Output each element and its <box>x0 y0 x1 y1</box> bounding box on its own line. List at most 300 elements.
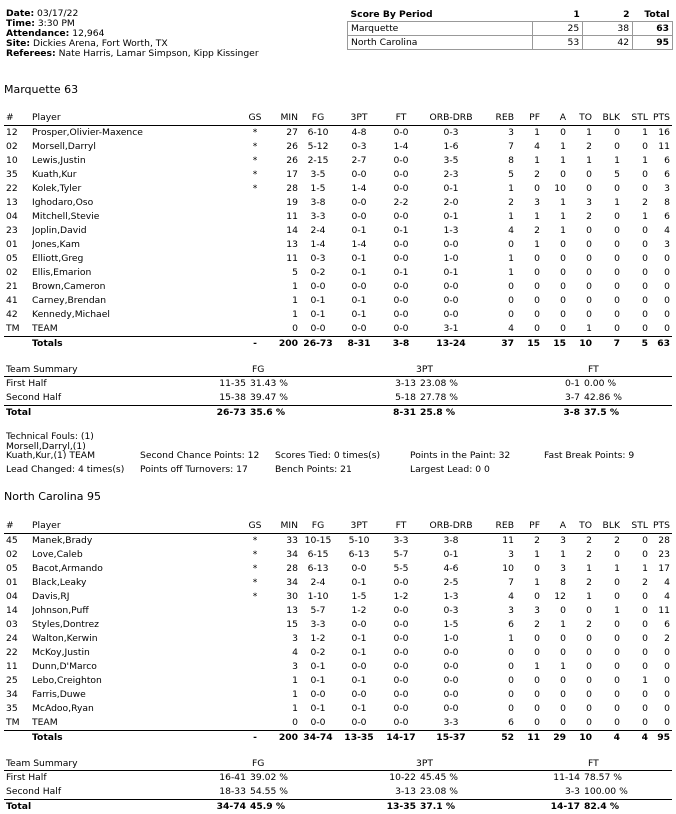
player-row <box>4 196 672 210</box>
cell-reb: 10 <box>502 563 514 574</box>
cell-stl: 2 <box>642 577 648 588</box>
cell-player: Lebo,Creighton <box>32 675 102 686</box>
cell-ft: 0-0 <box>393 661 409 672</box>
cell-a: 1 <box>560 225 566 236</box>
cell-blk: 5 <box>614 169 620 180</box>
cell-orb-drb: 1-0 <box>443 253 459 264</box>
summary-ft-pct: 78.57 % <box>584 772 622 783</box>
cell-fg: 0-1 <box>310 309 326 320</box>
cell-a: 0 <box>560 239 566 250</box>
summary-ft: 3-7 <box>564 392 580 403</box>
column-header: FG <box>298 519 338 534</box>
cell-reb: 1 <box>508 183 514 194</box>
cell-ft: 1-4 <box>393 141 409 152</box>
cell-num: 02 <box>6 267 18 278</box>
cell-gs: - <box>242 731 268 746</box>
totals-row <box>4 337 672 352</box>
summary-header-label: FG <box>252 364 265 375</box>
cell-blk: 0 <box>614 323 620 334</box>
player-row <box>4 322 672 337</box>
cell-reb: 0 <box>508 661 514 672</box>
cell-fg: 0-1 <box>310 661 326 672</box>
cell-a: 0 <box>560 717 566 728</box>
cell-ft: 0-0 <box>393 703 409 714</box>
cell-pf: 0 <box>534 689 540 700</box>
cell-fg: 5-7 <box>310 605 326 616</box>
cell-orb-drb: 0-0 <box>443 647 459 658</box>
column-header: GS <box>242 111 268 126</box>
cell-ft: 0-0 <box>393 647 409 658</box>
cell-three: 0-1 <box>351 253 367 264</box>
cell-to: 1 <box>586 155 592 166</box>
cell-fg: 3-8 <box>310 197 326 208</box>
cell-stl: 1 <box>642 155 648 166</box>
summary-fg: 15-38 <box>219 392 246 403</box>
cell-three: 0-1 <box>351 309 367 320</box>
cell-gs: * <box>252 169 258 180</box>
cell-blk: 0 <box>614 141 620 152</box>
cell-player: Morsell,Darryl <box>32 141 96 152</box>
cell-num: 24 <box>6 633 18 644</box>
cell-player: Black,Leaky <box>32 577 87 588</box>
cell-three: 2-7 <box>351 155 367 166</box>
summary-fg: 11-35 <box>219 378 246 389</box>
column-header: FG <box>298 111 338 126</box>
points-off-turnovers: Points off Turnovers: 17 <box>140 464 248 475</box>
cell-blk: 0 <box>614 239 620 250</box>
cell-pts: 6 <box>664 211 670 222</box>
cell-player: Manek,Brady <box>32 535 93 546</box>
cell-num: 34 <box>6 689 18 700</box>
cell-orb-drb: 3-5 <box>443 155 459 166</box>
cell-pf: 1 <box>534 577 540 588</box>
cell-min: 1 <box>292 295 298 306</box>
cell-pts: 11 <box>658 605 670 616</box>
cell-pf: 0 <box>534 295 540 306</box>
cell-three: 0-1 <box>351 703 367 714</box>
cell-pf: 0 <box>534 563 540 574</box>
column-header: MIN <box>268 519 298 534</box>
cell-to: 0 <box>586 309 592 320</box>
player-row <box>4 280 672 294</box>
cell-gs <box>242 660 268 674</box>
cell-pts: 0 <box>664 675 670 686</box>
cell-pts: 0 <box>664 253 670 264</box>
cell-reb: 1 <box>508 211 514 222</box>
cell-orb-drb: 1-3 <box>443 591 459 602</box>
cell-min: 30 <box>286 591 298 602</box>
cell-three: 0-1 <box>351 577 367 588</box>
cell-blk: 2 <box>614 535 620 546</box>
cell-to: 2 <box>586 535 592 546</box>
cell-min: 200 <box>268 731 298 746</box>
cell-num: 21 <box>6 281 18 292</box>
cell-pts: 11 <box>658 141 670 152</box>
cell-stl: 5 <box>620 337 648 352</box>
cell-ft: 0-0 <box>393 281 409 292</box>
cell-stl: 0 <box>642 549 648 560</box>
cell-a: 0 <box>560 281 566 292</box>
cell-num: 42 <box>6 309 18 320</box>
cell-num: 22 <box>6 647 18 658</box>
cell-a: 0 <box>560 295 566 306</box>
cell-ft: 0-0 <box>393 211 409 222</box>
cell-num: 35 <box>6 169 18 180</box>
player-row <box>4 168 672 182</box>
cell-min: 5 <box>292 267 298 278</box>
cell-to: 1 <box>586 127 592 138</box>
cell-reb: 6 <box>508 619 514 630</box>
cell-stl: 0 <box>642 267 648 278</box>
cell-pf: 0 <box>534 633 540 644</box>
player-row <box>4 604 672 618</box>
cell-fg: 0-1 <box>310 703 326 714</box>
summary-row <box>4 799 672 813</box>
summary-ft: 3-3 <box>564 786 580 797</box>
cell-orb-drb: 2-0 <box>443 197 459 208</box>
cell-a: 8 <box>560 577 566 588</box>
column-header: FT <box>380 519 422 534</box>
column-header: ORB-DRB <box>422 111 480 126</box>
cell-player: Walton,Kerwin <box>32 633 98 644</box>
score-by-period: Score By Period 1 2 Total Marquette 25 38 63 North Carolina 53 42 95 <box>347 9 673 50</box>
cell-pf: 1 <box>534 155 540 166</box>
summary-header <box>4 363 672 377</box>
cell-gs: * <box>252 549 258 560</box>
cell-three: 0-0 <box>351 661 367 672</box>
cell-ft: 0-0 <box>393 183 409 194</box>
cell-gs <box>242 238 268 252</box>
cell-pf: 1 <box>534 211 540 222</box>
cell-fg: 2-4 <box>310 577 326 588</box>
cell-fg: 3-3 <box>310 211 326 222</box>
cell-stl: 0 <box>642 225 648 236</box>
cell-fg: 6-15 <box>307 549 329 560</box>
summary-three-pct: 45.45 % <box>420 772 458 783</box>
cell-player: Ellis,Emarion <box>32 267 92 278</box>
column-header-row <box>4 111 672 126</box>
cell-pf: 0 <box>534 717 540 728</box>
cell-fg: 2-15 <box>307 155 329 166</box>
cell-to: 10 <box>566 337 592 352</box>
cell-player: Dunn,D'Marco <box>32 661 97 672</box>
cell-to: 0 <box>586 605 592 616</box>
cell-blk: 0 <box>614 717 620 728</box>
cell-three: 1-5 <box>351 591 367 602</box>
totals-row <box>4 731 672 746</box>
cell-stl: 2 <box>642 197 648 208</box>
cell-stl: 0 <box>642 281 648 292</box>
player-row <box>4 224 672 238</box>
cell-three: 0-0 <box>351 619 367 630</box>
cell-player: Kolek,Tyler <box>32 183 82 194</box>
cell-stl: 0 <box>642 633 648 644</box>
cell-pts: 4 <box>664 577 670 588</box>
cell-a: 1 <box>560 141 566 152</box>
cell-fg: 0-0 <box>310 323 326 334</box>
player-row <box>4 534 672 549</box>
cell-stl: 0 <box>642 309 648 320</box>
team-misc-marquette <box>6 431 670 477</box>
cell-orb-drb: 1-3 <box>443 225 459 236</box>
cell-reb: 0 <box>508 309 514 320</box>
cell-reb: 11 <box>502 535 514 546</box>
cell-min: 1 <box>292 309 298 320</box>
player-row <box>4 576 672 590</box>
cell-blk: 1 <box>614 155 620 166</box>
cell-reb: 0 <box>508 281 514 292</box>
summary-ft-pct: 0.00 % <box>584 378 617 389</box>
column-header: PF <box>514 519 540 534</box>
cell-blk: 1 <box>614 563 620 574</box>
column-header: Player <box>32 111 242 126</box>
cell-pts: 16 <box>658 127 670 138</box>
cell-num: 03 <box>6 619 18 630</box>
cell-pts: 17 <box>658 563 670 574</box>
cell-orb-drb: 0-1 <box>443 183 459 194</box>
cell-three: 1-2 <box>351 605 367 616</box>
player-row <box>4 702 672 716</box>
cell-pts: 0 <box>664 295 670 306</box>
cell-fg: 1-4 <box>310 239 326 250</box>
cell-pf: 4 <box>534 141 540 152</box>
cell-stl: 0 <box>642 661 648 672</box>
cell-fg: 0-0 <box>310 281 326 292</box>
cell-min: 4 <box>292 647 298 658</box>
cell-reb: 7 <box>508 577 514 588</box>
cell-fg: 0-3 <box>310 253 326 264</box>
summary-three-pct: 23.08 % <box>420 786 458 797</box>
period-row: Marquette 25 38 63 <box>348 22 673 36</box>
summary-ft: 0-1 <box>564 378 580 389</box>
cell-to: 0 <box>586 253 592 264</box>
cell-three: 0-1 <box>351 647 367 658</box>
cell-stl: 0 <box>642 605 648 616</box>
team-title-north-carolina: North Carolina 95 <box>4 490 102 503</box>
cell-ft: 0-0 <box>393 605 409 616</box>
cell-min: 28 <box>286 183 298 194</box>
cell-pts: 0 <box>664 281 670 292</box>
cell-pf: 0 <box>534 267 540 278</box>
cell-stl: 1 <box>642 211 648 222</box>
player-row <box>4 308 672 322</box>
cell-fg: 0-1 <box>310 675 326 686</box>
team-summary-north-carolina <box>4 757 672 813</box>
column-header: PF <box>514 111 540 126</box>
cell-orb-drb: 0-0 <box>443 689 459 700</box>
summary-label: Second Half <box>6 392 62 403</box>
summary-fg: 16-41 <box>219 772 246 783</box>
cell-pf: 2 <box>534 225 540 236</box>
cell-num: 05 <box>6 253 18 264</box>
cell-reb: 37 <box>480 337 514 352</box>
cell-pts: 0 <box>664 689 670 700</box>
game-date: Date: 03/17/22 <box>6 8 79 19</box>
cell-gs <box>242 688 268 702</box>
cell-to: 1 <box>586 563 592 574</box>
cell-fg: 2-4 <box>310 225 326 236</box>
technical-player: Morsell,Darryl,(1) <box>6 441 86 452</box>
cell-min: 1 <box>292 703 298 714</box>
cell-stl: 0 <box>642 323 648 334</box>
cell-a: 10 <box>554 183 566 194</box>
cell-pf: 3 <box>534 605 540 616</box>
cell-three: 1-4 <box>351 183 367 194</box>
cell-fg: 3-3 <box>310 619 326 630</box>
cell-ft: 0-0 <box>393 295 409 306</box>
cell-fg: 5-12 <box>307 141 329 152</box>
cell-stl: 0 <box>642 141 648 152</box>
cell-pf: 1 <box>534 239 540 250</box>
scores-tied: Scores Tied: 0 times(s) <box>275 450 381 461</box>
cell-player: Joplin,David <box>32 225 87 236</box>
column-header: REB <box>480 519 514 534</box>
cell-fg: 0-0 <box>310 689 326 700</box>
cell-reb: 3 <box>508 549 514 560</box>
cell-min: 1 <box>292 281 298 292</box>
cell-num: 05 <box>6 563 18 574</box>
column-header-row <box>4 519 672 534</box>
cell-to: 10 <box>566 731 592 746</box>
cell-ft: 0-0 <box>393 253 409 264</box>
points-in-paint: Points in the Paint: 32 <box>410 450 511 461</box>
cell-gs: * <box>252 183 258 194</box>
cell-ft: 0-1 <box>393 225 409 236</box>
summary-three: 8-31 <box>393 407 416 418</box>
column-header: PTS <box>648 519 672 534</box>
cell-orb-drb: 3-3 <box>443 717 459 728</box>
cell-blk: 0 <box>614 295 620 306</box>
cell-blk: 0 <box>614 661 620 672</box>
cell-gs: * <box>252 591 258 602</box>
cell-player: McAdoo,Ryan <box>32 703 94 714</box>
cell-gs <box>242 280 268 294</box>
cell-stl: 0 <box>642 295 648 306</box>
cell-reb: 2 <box>508 197 514 208</box>
cell-num: 02 <box>6 141 18 152</box>
cell-ft: 0-0 <box>393 239 409 250</box>
cell-pts: 6 <box>664 169 670 180</box>
cell-orb-drb: 2-5 <box>443 577 459 588</box>
summary-three-pct: 25.8 % <box>420 407 456 418</box>
summary-fg: 18-33 <box>219 786 246 797</box>
summary-fg: 26-73 <box>216 407 246 418</box>
cell-num <box>4 337 32 352</box>
cell-player: Kennedy,Michael <box>32 309 110 320</box>
lead-changed: Lead Changed: 4 times(s) <box>6 464 125 475</box>
cell-gs: * <box>252 141 258 152</box>
cell-stl: 0 <box>642 689 648 700</box>
summary-three-pct: 23.08 % <box>420 378 458 389</box>
cell-ft: 14-17 <box>380 731 422 746</box>
cell-pf: 2 <box>534 169 540 180</box>
cell-player: Love,Caleb <box>32 549 83 560</box>
cell-stl: 0 <box>642 535 648 546</box>
cell-a: 0 <box>560 675 566 686</box>
summary-row <box>4 377 672 391</box>
period-row: North Carolina 53 42 95 <box>348 36 673 50</box>
cell-player: Styles,Dontrez <box>32 619 99 630</box>
cell-min: 200 <box>268 337 298 352</box>
cell-reb: 1 <box>508 267 514 278</box>
cell-fg: 1-2 <box>310 633 326 644</box>
cell-player: Totals <box>32 731 242 746</box>
cell-reb: 52 <box>480 731 514 746</box>
player-row <box>4 646 672 660</box>
cell-to: 2 <box>586 141 592 152</box>
cell-ft: 3-8 <box>380 337 422 352</box>
cell-to: 0 <box>586 633 592 644</box>
summary-fg-pct: 45.9 % <box>250 801 286 812</box>
team-summary-marquette <box>4 363 672 419</box>
cell-blk: 0 <box>614 675 620 686</box>
column-header: BLK <box>592 111 620 126</box>
column-header: TO <box>566 111 592 126</box>
summary-label: Second Half <box>6 786 62 797</box>
column-header: 3PT <box>338 519 380 534</box>
cell-a: 1 <box>560 549 566 560</box>
cell-pts: 4 <box>664 591 670 602</box>
summary-header-label: 3PT <box>416 364 433 375</box>
cell-gs <box>242 210 268 224</box>
cell-ft: 0-1 <box>393 267 409 278</box>
summary-label: First Half <box>6 772 47 783</box>
cell-min: 28 <box>286 563 298 574</box>
technical-team: Kuath,Kur,(1) TEAM <box>6 450 96 461</box>
player-row <box>4 674 672 688</box>
cell-blk: 0 <box>614 127 620 138</box>
cell-pts: 0 <box>664 309 670 320</box>
cell-orb-drb: 3-1 <box>443 323 459 334</box>
cell-blk: 0 <box>614 689 620 700</box>
cell-orb-drb: 0-3 <box>443 127 459 138</box>
cell-gs: * <box>252 155 258 166</box>
cell-player: Davis,RJ <box>32 591 70 602</box>
summary-fg-pct: 54.55 % <box>250 786 288 797</box>
cell-orb-drb: 0-1 <box>443 549 459 560</box>
cell-orb-drb: 0-0 <box>443 239 459 250</box>
player-row <box>4 632 672 646</box>
cell-num: 23 <box>6 225 18 236</box>
cell-player: Farris,Duwe <box>32 689 86 700</box>
cell-blk: 7 <box>592 337 620 352</box>
cell-to: 0 <box>586 281 592 292</box>
summary-header-label: Team Summary <box>6 364 78 375</box>
cell-pf: 0 <box>534 675 540 686</box>
cell-fg: 26-73 <box>298 337 338 352</box>
cell-three: 13-35 <box>338 731 380 746</box>
summary-row <box>4 771 672 785</box>
largest-lead: Largest Lead: 0 0 <box>410 464 490 475</box>
cell-a: 1 <box>560 155 566 166</box>
cell-three: 0-0 <box>351 323 367 334</box>
cell-fg: 0-0 <box>310 717 326 728</box>
cell-reb: 4 <box>508 323 514 334</box>
cell-stl: 0 <box>642 703 648 714</box>
cell-pts: 6 <box>664 619 670 630</box>
cell-to: 0 <box>586 225 592 236</box>
cell-gs <box>242 674 268 688</box>
summary-fg-pct: 39.47 % <box>250 392 288 403</box>
cell-stl: 0 <box>642 183 648 194</box>
cell-player: Carney,Brendan <box>32 295 107 306</box>
cell-pts: 3 <box>664 183 670 194</box>
column-header: # <box>4 111 32 126</box>
player-row <box>4 238 672 252</box>
cell-min: 26 <box>286 155 298 166</box>
cell-num: 04 <box>6 591 18 602</box>
cell-stl: 1 <box>642 675 648 686</box>
